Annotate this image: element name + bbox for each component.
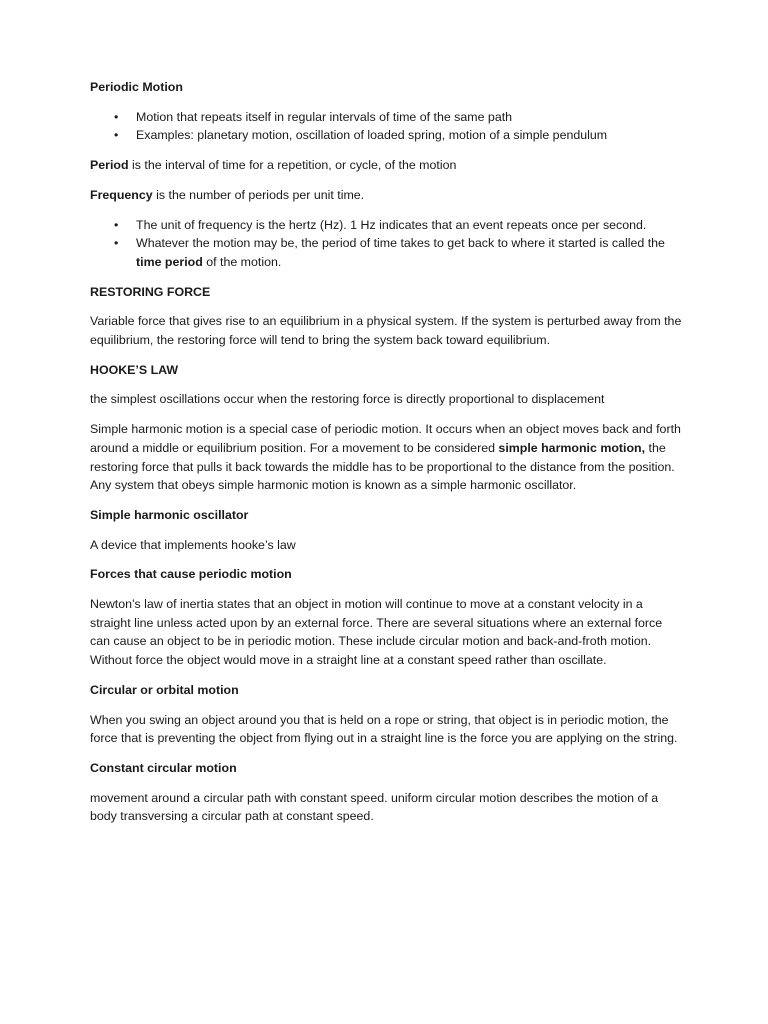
list-item-text-end: of the motion. bbox=[202, 254, 282, 269]
list-item bbox=[90, 126, 685, 145]
heading-periodic-motion: Periodic Motion bbox=[90, 80, 183, 94]
heading-forces-periodic-motion: Forces that cause periodic motion bbox=[90, 567, 292, 582]
frequency-bullet-list bbox=[90, 216, 685, 272]
frequency-term: Frequency bbox=[90, 187, 153, 202]
period-term: Period bbox=[90, 158, 129, 173]
list-item-text: Whatever the motion may be, the period of time takes to get back to where it started is called the bbox=[136, 236, 665, 251]
list-item-text: Motion that repeats itself in regular intervals of time of the same path bbox=[136, 109, 513, 124]
heading-simple-harmonic-oscillator: Simple harmonic oscillator bbox=[90, 507, 249, 522]
list-item-text: The unit of frequency is the hertz (Hz). 1 Hz indicates that an event repeats once per second. bbox=[136, 217, 647, 232]
restoring-force-text: Variable force that gives rise to an equilibrium in a physical system. If the system is perturbed away from the equilibrium, the restoring force will tend to bring the system back toward equilibrium. bbox=[90, 314, 682, 348]
forces-text: Newton’s law of inertia states that an object in motion will continue to move at a constant velocity in a straight line unless acted upon by an external force. There are several situations where an external force can cause an object to be in periodic motion. These include circular motion and back-and-froth motion. Without force the object would move in a straight line at a constant speed rather than oscillate. bbox=[90, 597, 663, 668]
circular-motion-text: When you swing an object around you that is held on a rope or string, that object is in periodic motion, the force that is preventing the object from flying out in a straight line is the force you are applying on the string. bbox=[90, 712, 678, 746]
list-item bbox=[90, 234, 685, 271]
bullet-icon: • bbox=[114, 109, 119, 124]
heading-circular-orbital-motion: Circular or orbital motion bbox=[90, 682, 239, 697]
list-item bbox=[90, 108, 685, 127]
frequency-text: is the number of periods per unit time. bbox=[152, 187, 365, 202]
period-definition bbox=[90, 156, 685, 175]
heading-constant-circular-motion: Constant circular motion bbox=[90, 760, 237, 775]
list-item-text: Examples: planetary motion, oscillation of loaded spring, motion of a simple pendulum bbox=[136, 128, 608, 143]
bullet-icon: • bbox=[114, 236, 119, 251]
heading-hookes-law: HOOKE’S LAW bbox=[90, 362, 179, 377]
period-text: is the interval of time for a repetition, or cycle, of the motion bbox=[128, 158, 457, 173]
frequency-definition bbox=[90, 186, 685, 205]
hookes-law-text: the simplest oscillations occur when the restoring force is directly proportional to displacement bbox=[90, 392, 605, 407]
list-item bbox=[90, 216, 685, 235]
shm-paragraph bbox=[90, 420, 685, 495]
shm-text-end: the restoring force that pulls it back towards the middle has to be proportional to the distance from the position. Any system that obeys simple harmonic motion is known as a simple harmonic oscillator. bbox=[90, 440, 675, 493]
heading-restoring-force: RESTORING FORCE bbox=[90, 284, 211, 299]
oscillator-text: A device that implements hooke’s law bbox=[90, 537, 296, 552]
bullet-icon: • bbox=[114, 217, 119, 232]
bullet-icon: • bbox=[114, 128, 119, 143]
periodic-bullet-list bbox=[90, 108, 685, 145]
time-period-term: time period bbox=[136, 254, 203, 269]
shm-term: simple harmonic motion, bbox=[498, 440, 646, 455]
shm-text-start: Simple harmonic motion is a special case of periodic motion. It occurs when an object moves back and forth around a middle or equilibrium position. For a movement to be considered bbox=[90, 422, 681, 455]
document-page bbox=[90, 78, 685, 837]
constant-circular-text: movement around a circular path with constant speed. uniform circular motion describes the motion of a body transversing a circular path at constant speed. bbox=[90, 790, 659, 824]
